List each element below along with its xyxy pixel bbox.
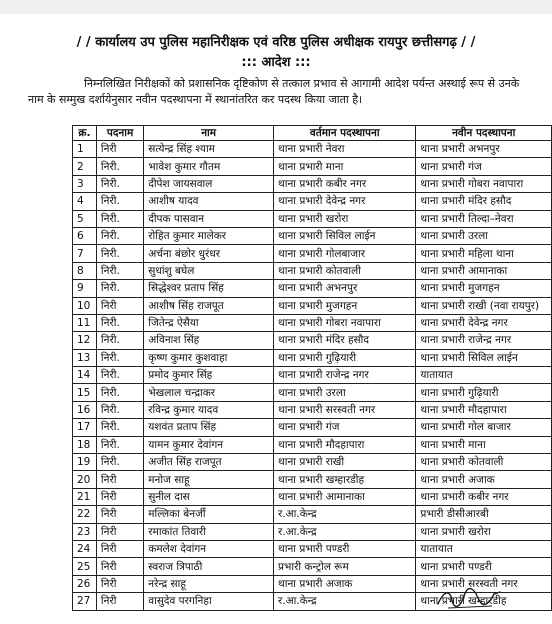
designation-cell: निरी — [96, 575, 143, 592]
serial-cell: 15 — [73, 384, 97, 401]
current-posting-cell: थाना प्रभारी देवेन्द्र नगर — [274, 193, 416, 210]
header-current-posting: वर्तमान पदस्थापना — [274, 126, 416, 141]
name-cell: अर्चना बंछोर धुरंधर — [144, 245, 274, 262]
new-posting-cell: थाना प्रभारी कोतवाली — [416, 454, 552, 471]
designation-cell: निरी. — [96, 193, 143, 210]
current-posting-cell: थाना प्रभारी कोतवाली — [274, 262, 416, 279]
name-cell: आशीष यादव — [144, 193, 274, 210]
name-cell: दीपेश जायसवाल — [144, 175, 274, 192]
new-posting-cell: थाना प्रभारी मुजगहन — [416, 280, 552, 297]
new-posting-cell: थाना प्रभारी राजेन्द्र नगर — [416, 332, 552, 349]
serial-cell: 4 — [73, 193, 97, 210]
new-posting-cell: थाना प्रभारी गुढ़ियारी — [416, 384, 552, 401]
scan-edge — [0, 0, 552, 14]
serial-cell: 9 — [73, 280, 97, 297]
designation-cell: निरी — [96, 471, 143, 488]
table-row — [73, 210, 552, 227]
name-cell: अजीत सिंह राजपूत — [144, 454, 274, 471]
name-cell: नरेन्द्र साहू — [144, 575, 274, 592]
current-posting-cell: थाना प्रभारी आमानाका — [274, 488, 416, 505]
designation-cell: निरी. — [96, 454, 143, 471]
current-posting-cell: र.आ.केन्द्र — [274, 523, 416, 540]
table-header-row — [73, 126, 552, 141]
new-posting-cell: थाना प्रभारी आमानाका — [416, 262, 552, 279]
serial-cell: 1 — [73, 141, 97, 158]
designation-cell: निरी. — [96, 436, 143, 453]
designation-cell: निरी — [96, 593, 143, 610]
table-row — [73, 540, 552, 557]
designation-cell: निरी. — [96, 175, 143, 192]
name-cell: रमाकांत तिवारी — [144, 523, 274, 540]
new-posting-cell: थाना प्रभारी गोल बाजार — [416, 419, 552, 436]
serial-cell: 27 — [73, 593, 97, 610]
table-row — [73, 314, 552, 331]
table-row — [73, 175, 552, 192]
table-row — [73, 227, 552, 244]
current-posting-cell: थाना प्रभारी कबीर नगर — [274, 175, 416, 192]
designation-cell: निरी — [96, 558, 143, 575]
designation-cell: निरी. — [96, 280, 143, 297]
designation-cell: निरी. — [96, 245, 143, 262]
table-row — [73, 245, 552, 262]
new-posting-cell: यातायात — [416, 367, 552, 384]
current-posting-cell: प्रभारी कन्ट्रोल रूम — [274, 558, 416, 575]
serial-cell: 18 — [73, 436, 97, 453]
table-row — [73, 141, 552, 158]
current-posting-cell: थाना प्रभारी गुढ़ियारी — [274, 349, 416, 366]
new-posting-cell: थाना प्रभारी अभनपुर — [416, 141, 552, 158]
current-posting-cell: थाना प्रभारी अभनपुर — [274, 280, 416, 297]
current-posting-cell: थाना प्रभारी राजेन्द्र नगर — [274, 367, 416, 384]
table-row — [73, 349, 552, 366]
name-cell: सुधांशु बघेल — [144, 262, 274, 279]
name-cell: वासुदेव परगनिहा — [144, 593, 274, 610]
current-posting-cell: थाना प्रभारी मुजगहन — [274, 297, 416, 314]
header-serial: क्र. — [73, 126, 97, 141]
serial-cell: 7 — [73, 245, 97, 262]
new-posting-cell: थाना प्रभारी गोबरा नवापारा — [416, 175, 552, 192]
new-posting-cell: थाना प्रभारी तिल्दा–नेवरा — [416, 210, 552, 227]
table-row — [73, 384, 552, 401]
table-row — [73, 280, 552, 297]
serial-cell: 14 — [73, 367, 97, 384]
new-posting-cell: थाना प्रभारी अजाक — [416, 471, 552, 488]
current-posting-cell: थाना प्रभारी सिविल लाईन — [274, 227, 416, 244]
name-cell: स्वराज त्रिपाठी — [144, 558, 274, 575]
current-posting-cell: थाना प्रभारी पण्डरी — [274, 540, 416, 557]
table-row — [73, 193, 552, 210]
designation-cell: निरी — [96, 540, 143, 557]
name-cell: आशीष सिंह राजपूत — [144, 297, 274, 314]
current-posting-cell: थाना प्रभारी सरस्वती नगर — [274, 401, 416, 418]
new-posting-cell: थाना प्रभारी माना — [416, 436, 552, 453]
new-posting-cell: यातायात — [416, 540, 552, 557]
table-row — [73, 262, 552, 279]
serial-cell: 11 — [73, 314, 97, 331]
table-row — [73, 332, 552, 349]
current-posting-cell: थाना प्रभारी गोबरा नवापारा — [274, 314, 416, 331]
name-cell: प्रमोद कुमार सिंह — [144, 367, 274, 384]
current-posting-cell: थाना प्रभारी माना — [274, 158, 416, 175]
name-cell: मनोज साहू — [144, 471, 274, 488]
table-row — [73, 558, 552, 575]
table-row — [73, 454, 552, 471]
name-cell: रविन्द्र कुमार यादव — [144, 401, 274, 418]
designation-cell: निरी. — [96, 158, 143, 175]
serial-cell: 25 — [73, 558, 97, 575]
table-row — [73, 523, 552, 540]
current-posting-cell: थाना प्रभारी उरला — [274, 384, 416, 401]
serial-cell: 8 — [73, 262, 97, 279]
table-row — [73, 471, 552, 488]
new-posting-cell: थाना प्रभारी देवेन्द्र नगर — [416, 314, 552, 331]
serial-cell: 17 — [73, 419, 97, 436]
header-new-posting: नवीन पदस्थापना — [416, 126, 552, 141]
new-posting-cell: थाना प्रभारी सिविल लाईन — [416, 349, 552, 366]
designation-cell: निरी — [96, 488, 143, 505]
table-row — [73, 297, 552, 314]
designation-cell: निरी. — [96, 384, 143, 401]
designation-cell: निरी. — [96, 367, 143, 384]
new-posting-cell: थाना प्रभारी गंज — [416, 158, 552, 175]
name-cell: जितेन्द्र ऐसैया — [144, 314, 274, 331]
designation-cell: निरी. — [96, 210, 143, 227]
designation-cell: निरी. — [96, 262, 143, 279]
current-posting-cell: थाना प्रभारी गंज — [274, 419, 416, 436]
designation-cell: निरी. — [96, 419, 143, 436]
office-header: / / कार्यालय उप पुलिस महानिरीक्षक एवं वरिष्ठ पुलिस अधीक्षक रायपुर छत्तीसगढ़ / / — [76, 35, 476, 50]
serial-cell: 5 — [73, 210, 97, 227]
designation-cell: निरी. — [96, 314, 143, 331]
header-name: नाम — [144, 126, 274, 141]
serial-cell: 2 — [73, 158, 97, 175]
serial-cell: 3 — [73, 175, 97, 192]
designation-cell: निरी. — [96, 349, 143, 366]
table-row — [73, 436, 552, 453]
current-posting-cell: थाना प्रभारी खरोरा — [274, 210, 416, 227]
serial-cell: 16 — [73, 401, 97, 418]
intro-text: निम्नलिखित निरीक्षकों को प्रशासनिक दृष्टिकोण से तत्काल प्रभाव से आगामी आदेश पर्यन्त अस्थाई रूप से उनके नाम के सम्मुख दर्शायेनुसार नवीन पदस्थापना में स्थानांतरित कर पदस्थ किया जाता है। — [28, 77, 520, 106]
designation-cell: निरी — [96, 506, 143, 523]
designation-cell: निरी. — [96, 332, 143, 349]
new-posting-cell: थाना प्रभारी राखी (नवा रायपुर) — [416, 297, 552, 314]
name-cell: मल्लिका बेनर्जी — [144, 506, 274, 523]
serial-cell: 19 — [73, 454, 97, 471]
transfer-table — [72, 125, 552, 611]
current-posting-cell: थाना प्रभारी नेवरा — [274, 141, 416, 158]
name-cell: भेखलाल चन्द्राकर — [144, 384, 274, 401]
current-posting-cell: र.आ.केन्द्र — [274, 593, 416, 610]
table-body — [73, 141, 552, 611]
serial-cell: 21 — [73, 488, 97, 505]
name-cell: सुनील दास — [144, 488, 274, 505]
name-cell: कृष्ण कुमार कुशवाहा — [144, 349, 274, 366]
new-posting-cell: थाना प्रभारी मौदहापारा — [416, 401, 552, 418]
designation-cell: निरी — [96, 523, 143, 540]
serial-cell: 6 — [73, 227, 97, 244]
signature — [434, 584, 504, 612]
serial-cell: 24 — [73, 540, 97, 557]
table-row — [73, 401, 552, 418]
serial-cell: 12 — [73, 332, 97, 349]
name-cell: रोहित कुमार मालेकर — [144, 227, 274, 244]
new-posting-cell: थाना प्रभारी कबीर नगर — [416, 488, 552, 505]
current-posting-cell: थाना प्रभारी मंदिर हसौद — [274, 332, 416, 349]
table-row — [73, 158, 552, 175]
serial-cell: 20 — [73, 471, 97, 488]
new-posting-cell: थाना प्रभारी उरला — [416, 227, 552, 244]
new-posting-cell: थाना प्रभारी मंदिर हसौद — [416, 193, 552, 210]
name-cell: कमलेश देवांगन — [144, 540, 274, 557]
current-posting-cell: थाना प्रभारी गोलबाजार — [274, 245, 416, 262]
new-posting-cell: प्रभारी डीसीआरबी — [416, 506, 552, 523]
current-posting-cell: थाना प्रभारी खम्हारडीह — [274, 471, 416, 488]
current-posting-cell: र.आ.केन्द्र — [274, 506, 416, 523]
name-cell: सत्येन्द्र सिंह श्याम — [144, 141, 274, 158]
table-row — [73, 419, 552, 436]
designation-cell: निरी — [96, 297, 143, 314]
serial-cell: 26 — [73, 575, 97, 592]
name-cell: भावेश कुमार गौतम — [144, 158, 274, 175]
name-cell: सिद्धेश्वर प्रताप सिंह — [144, 280, 274, 297]
table-row — [73, 367, 552, 384]
serial-cell: 22 — [73, 506, 97, 523]
serial-cell: 10 — [73, 297, 97, 314]
new-posting-cell: थाना प्रभारी महिला थाना — [416, 245, 552, 262]
name-cell: यशवंत प्रताप सिंह — [144, 419, 274, 436]
order-title: ::: आदेश ::: — [241, 55, 311, 70]
intro-paragraph — [28, 76, 524, 108]
serial-cell: 13 — [73, 349, 97, 366]
serial-cell: 23 — [73, 523, 97, 540]
designation-cell: निरी. — [96, 227, 143, 244]
current-posting-cell: थाना प्रभारी मौदहापारा — [274, 436, 416, 453]
header-designation: पदनाम — [96, 126, 143, 141]
current-posting-cell: थाना प्रभारी राखी — [274, 454, 416, 471]
new-posting-cell: थाना प्रभारी पण्डरी — [416, 558, 552, 575]
new-posting-cell: थाना प्रभारी खम्हारडीह — [416, 593, 552, 610]
name-cell: दीपक पासवान — [144, 210, 274, 227]
designation-cell: निरी — [96, 141, 143, 158]
table-row — [73, 488, 552, 505]
table-row — [73, 506, 552, 523]
name-cell: अविनाश सिंह — [144, 332, 274, 349]
current-posting-cell: थाना प्रभारी अजाक — [274, 575, 416, 592]
designation-cell: निरी. — [96, 401, 143, 418]
new-posting-cell: थाना प्रभारी सरस्वती नगर — [416, 575, 552, 592]
name-cell: यामन कुमार देवांगन — [144, 436, 274, 453]
new-posting-cell: थाना प्रभारी खरोरा — [416, 523, 552, 540]
